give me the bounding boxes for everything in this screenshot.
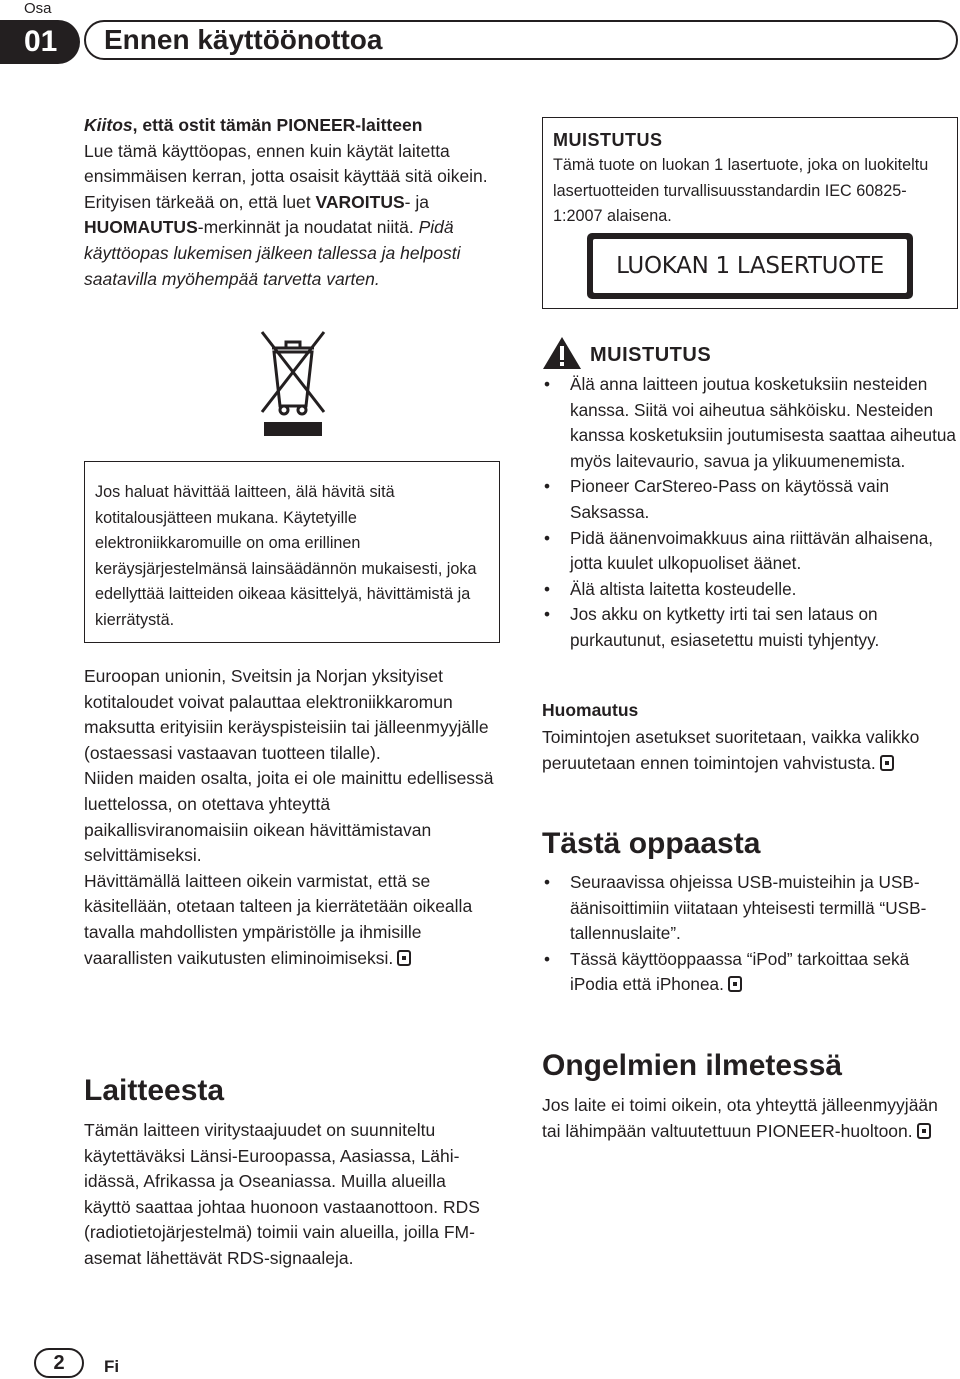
end-mark-icon <box>397 950 411 966</box>
laser-notice-heading: MUISTUTUS <box>553 130 663 150</box>
eu-disposal-text <box>84 664 496 971</box>
eu-paragraph-3: Hävittämällä laitteen oikein varmistat, että se käsitellään, otetaan talteen ja kierrätetään oikealla tavalla mahdollisten ympäristölle ja ihmisille vaarallisten vaikutusten eliminoimiseksi. <box>84 870 473 968</box>
list-item <box>542 947 956 998</box>
list-item: • Seuraavissa ohjeissa USB-muisteihin ja USB-äänisoittimiin viitataan yhteisesti termillä “USB-tallennuslaite”. <box>542 870 956 947</box>
list-item-text: Tässä käyttöoppaassa “iPod” tarkoittaa sekä iPodia että iPhonea. <box>570 948 910 995</box>
page-number: 2 <box>34 1348 84 1378</box>
section-heading-laitteesta: Laitteesta <box>84 1074 225 1107</box>
intro-text-2: -merkinnät ja noudatat niitä. <box>197 217 419 238</box>
ongelmien-text: Jos laite ei toimi oikein, ota yhteyttä jälleenmyyjään tai lähimpään valtuutettuun PIONEER-huoltoon. <box>542 1095 938 1141</box>
ongelmien-text-block <box>542 1093 956 1144</box>
note-heading: Huomautus <box>542 700 639 720</box>
laser-class-label <box>587 233 913 299</box>
chapter-number: 01 <box>0 20 80 64</box>
section-label: Osa <box>0 0 72 20</box>
caution-title: MUISTUTUS <box>590 344 712 366</box>
intro-huomautus: HUOMAUTUS <box>84 217 198 238</box>
section-heading-ongelmien: Ongelmien ilmetessä <box>542 1049 843 1082</box>
list-item: • Pioneer CarStereo-Pass on käytössä vain Saksassa. <box>542 474 956 525</box>
intro-varoitus: VAROITUS <box>315 191 405 212</box>
laser-notice-box <box>542 117 958 309</box>
note-text-block <box>542 725 956 776</box>
section-heading-tasta-oppaasta: Tästä oppaasta <box>542 827 761 860</box>
intro-kiitos: Kiitos <box>84 115 133 135</box>
intro-ja: - ja <box>404 191 429 212</box>
list-item: • Pidä äänenvoimakkuus aina riittävän alhaisena, jotta kuulet ulkopuoliset äänet. <box>542 526 956 577</box>
intro-text-1: Lue tämä käyttöopas, ennen kuin käytät laitetta ensimmäisen kerran, jotta osaisit käyttää sitä oikein. Erityisen tärkeää on, että luet <box>84 140 488 212</box>
list-item: • Älä altista laitetta kosteudelle. <box>542 577 956 603</box>
crossed-out-bin-icon <box>258 328 328 438</box>
disposal-notice-box <box>84 461 500 643</box>
guide-list <box>542 870 956 998</box>
intro-paragraph <box>84 113 496 292</box>
note-text: Toimintojen asetukset suoritetaan, vaikka valikko peruutetaan ennen toimintojen vahvistusta. <box>542 727 920 773</box>
intro-italic: Pidä käyttöopas lukemisen jälkeen tallessa ja helposti saatavilla myöhempää tarvetta varten. <box>84 217 461 289</box>
disposal-notice-text: Jos haluat hävittää laitteen, älä hävitä sitä kotitalousjätteen mukana. Käytetyille elektroniikkaromuille on oma erillinen keräysjärjestelmänsä lainsäädännön mukaisesti, joka edellyttää laitteiden oikeaa käsittelyä, hävittämistä ja kierrätystä. <box>95 483 477 629</box>
eu-paragraph-2: Niiden maiden osalta, joita ei ole mainittu edellisessä luettelossa, on otettava yhteyttä paikallisviranomaisiin oikean hävittämistavan selvittämiseksi. <box>84 768 494 866</box>
warning-triangle-icon <box>542 336 582 370</box>
language-code: Fi <box>104 1357 120 1376</box>
intro-title-rest: , että ostit tämän PIONEER-laitteen <box>132 115 423 135</box>
page-title: Ennen käyttöönottoa <box>104 24 383 55</box>
laser-class-label-text: LUOKAN 1 LASERTUOTE <box>593 239 907 293</box>
laser-notice-text: Tämä tuote on luokan 1 lasertuote, joka on luokiteltu lasertuotteiden turvallisuusstandardin IEC 60825-1:2007 alaisena. <box>553 156 929 226</box>
list-item: • Älä anna laitteen joutua kosketuksiin nesteiden kanssa. Siitä voi aiheutua sähköisku. Nesteiden kanssa kosketuksiin joutumisesta saattaa aiheutua myös laitevaurio, savua ja ylikuumenemista. <box>542 372 956 474</box>
caution-list <box>542 372 956 654</box>
end-mark-icon <box>917 1123 931 1139</box>
laitteesta-text: Tämän laitteen viritystaajuudet on suunniteltu käytettäväksi Länsi-Euroopassa, Aasiassa, Lähi-idässä, Afrikassa ja Oseaniassa. Muilla alueilla käyttö saattaa johtaa huonoon vastaanottoon. RDS (radiotietojärjestelmä) toimii vain alueilla, joilla FM-asemat lähettävät RDS-signaaleja. <box>84 1120 480 1268</box>
list-item: • Jos akku on kytketty irti tai sen lataus on purkautunut, esiasetettu muisti tyhjentyy. <box>542 602 956 653</box>
end-mark-icon <box>728 976 742 992</box>
end-mark-icon <box>880 755 894 771</box>
eu-paragraph-1: Euroopan unionin, Sveitsin ja Norjan yksityiset kotitaloudet voivat palauttaa elektroniikkaromun maksutta erityisiin keräyspisteisiin tai jälleenmyyjälle (ostaessasi vastaavan tuotteen tilalle). <box>84 666 489 763</box>
